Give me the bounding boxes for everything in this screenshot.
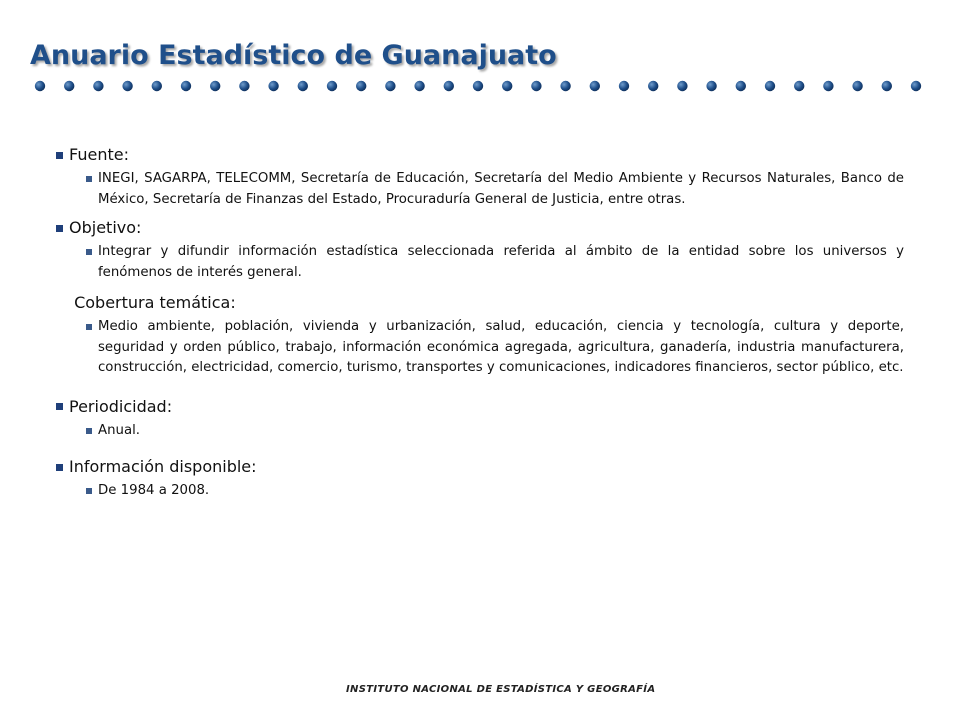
decorative-dot xyxy=(210,81,220,91)
decorative-dot xyxy=(181,81,191,91)
decorative-dot xyxy=(794,81,804,91)
section-body xyxy=(56,317,904,379)
section-fuente xyxy=(56,143,904,210)
decorative-dot xyxy=(64,81,74,91)
decorative-dot xyxy=(765,81,775,91)
decorative-dot xyxy=(473,81,483,91)
section-objetivo xyxy=(56,216,904,283)
content-list xyxy=(56,143,904,502)
section-heading: Objetivo: xyxy=(69,218,142,237)
page-title: Anuario Estadístico de Guanajuato xyxy=(30,40,557,71)
decorative-dot xyxy=(356,81,366,91)
section-heading: Fuente: xyxy=(69,145,129,164)
decorative-dot xyxy=(736,81,746,91)
square-bullet-icon xyxy=(86,324,92,330)
section-cobertura xyxy=(56,291,904,379)
section-body-text: Anual. xyxy=(98,422,141,438)
decorative-dot xyxy=(385,81,395,91)
square-bullet-icon xyxy=(86,428,92,434)
section-heading: Periodicidad: xyxy=(69,396,173,416)
footer-institution: INSTITUTO NACIONAL DE ESTADÍSTICA Y GEOGRAFÍA xyxy=(346,684,656,695)
square-bullet-icon xyxy=(86,176,92,182)
decorative-dot xyxy=(677,81,687,91)
section-body-text: De 1984 a 2008. xyxy=(98,483,210,498)
decorative-dot xyxy=(444,81,454,91)
square-bullet-icon xyxy=(86,249,92,255)
decorative-dot xyxy=(823,81,833,91)
section-body xyxy=(56,481,904,502)
decorative-dot xyxy=(122,81,132,91)
decorative-dot xyxy=(239,81,249,91)
square-bullet-icon xyxy=(56,225,63,232)
section-body-text: Integrar y difundir información estadística seleccionada referida al ámbito de la entidad sobre los universos y fenómenos de interés general. xyxy=(98,244,904,280)
decorative-dot xyxy=(93,81,103,91)
section-heading: Información disponible: xyxy=(69,457,257,476)
section-body-text: Medio ambiente, población, vivienda y urbanización, salud, educación, ciencia y tecnología, cultura y deporte, seguridad y orden público, trabajo, información económica agregada, agricultura, ganadería, industria manufacturera, construcción, electricidad, comercio, turismo, transportes y comunicaciones, indicadores financieros, sector público, etc. xyxy=(98,319,904,375)
decorative-dot xyxy=(298,81,308,91)
section-informacion xyxy=(56,455,904,502)
decorative-dot xyxy=(852,81,862,91)
square-bullet-icon xyxy=(86,488,92,494)
decorative-dot xyxy=(911,81,921,91)
decorative-dot xyxy=(706,81,716,91)
decorative-dot xyxy=(560,81,570,91)
decorative-dot xyxy=(502,81,512,91)
decorative-dot xyxy=(882,81,892,91)
decorative-dot xyxy=(152,81,162,91)
section-heading: Cobertura temática: xyxy=(69,293,236,312)
decorative-dot xyxy=(619,81,629,91)
decorative-dot xyxy=(590,81,600,91)
decorative-dot xyxy=(268,81,278,91)
square-bullet-icon xyxy=(56,152,63,159)
section-body xyxy=(56,169,904,210)
decorative-dot xyxy=(648,81,658,91)
decorative-dot xyxy=(327,81,337,91)
square-bullet-icon xyxy=(56,403,63,410)
section-body-text: INEGI, SAGARPA, TELECOMM, Secretaría de Educación, Secretaría del Medio Ambiente y Recursos Naturales, Banco de México, Secretaría de Finanzas del Estado, Procuraduría General de Justicia, entre otras. xyxy=(98,171,904,207)
square-bullet-icon xyxy=(56,464,63,471)
section-body xyxy=(56,421,904,442)
decorative-dot-line xyxy=(32,76,932,100)
section-body xyxy=(56,242,904,283)
decorative-dot xyxy=(531,81,541,91)
decorative-dot xyxy=(414,81,424,91)
section-periodicidad xyxy=(56,395,904,442)
decorative-dot xyxy=(35,81,45,91)
